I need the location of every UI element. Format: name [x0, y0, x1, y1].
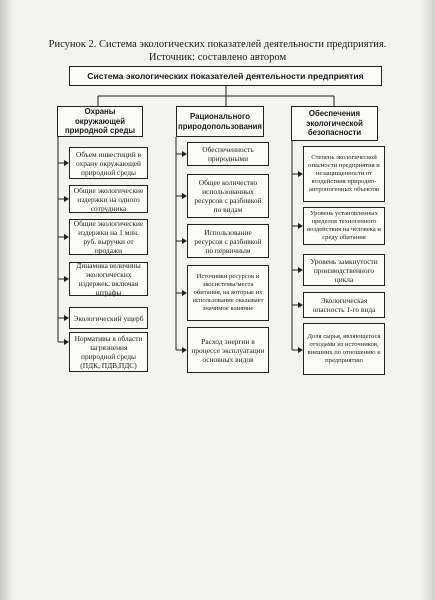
indicator-label: Доля сырья, являющегося отходами из источников, внешних по отношению к предприятию — [307, 333, 381, 364]
indicator-label: Уровень замкнутости производственного цикла — [310, 256, 378, 284]
indicator-box — [303, 254, 385, 286]
column-header-safety — [291, 106, 378, 141]
indicator-box — [69, 307, 148, 329]
root-label: Система экологических показателей деятельности предприятия — [87, 70, 364, 81]
indicator-label: Источники ресурсов и экосистемы/места обитания, на которые их использование оказывает значимое влияние — [192, 273, 264, 312]
indicator-box — [303, 146, 385, 202]
indicator-label: Обеспеченность природными — [202, 145, 254, 163]
indicator-box — [69, 262, 148, 296]
indicator-box — [69, 332, 148, 372]
indicator-box — [69, 147, 148, 179]
indicator-box — [303, 292, 385, 318]
indicator-box — [303, 323, 385, 375]
indicator-box — [69, 219, 148, 255]
indicator-label: Использование ресурсов с разбивкой по первичным — [194, 227, 262, 255]
indicator-box — [187, 142, 269, 166]
column-header-label: Охраны окружающей природной среды — [64, 107, 136, 136]
indicator-label: Уровень установленных пределов техногенного воздействия на человека и среду обитания — [307, 210, 381, 241]
indicator-label: Экологическая опасность 1-го вида — [312, 296, 376, 314]
indicator-label: Общее количество использованных ресурсов с разбивкой по видам — [194, 178, 262, 214]
indicator-label: Общие экологические издержки на одного сотрудника — [73, 185, 144, 213]
column-header-label: Рационального природопользования — [178, 112, 262, 131]
indicator-label: Степень экологической опасности предприятия и незащищенности от воздействия природно-антропогенных объектов — [308, 154, 380, 193]
indicator-label: Общие экологические издержки на 1 млн. руб. выручки от продажи — [73, 219, 144, 255]
column-header-rational-use — [176, 106, 264, 137]
indicator-label: Расход энергии в процессе эксплуатации основных видов — [191, 336, 265, 364]
indicator-box — [187, 265, 269, 321]
caption-line-1: Рисунок 2. Система экологических показателей деятельности предприятия. — [48, 39, 387, 50]
indicator-box — [187, 224, 269, 258]
indicator-box — [187, 327, 269, 373]
caption-line-2: Источник: составлено автором — [148, 52, 287, 63]
indicator-box — [187, 174, 269, 218]
indicator-label: Динамика величины экологических издержек, включая штрафы — [76, 261, 141, 297]
indicator-label: Нормативы в области загрязнения природной среды (ПДК, ПДВ,ПДС) — [74, 334, 143, 370]
indicator-box — [69, 185, 148, 213]
root-box — [69, 66, 382, 86]
column-header-label: Обеспечения экологической безопасности — [306, 109, 363, 138]
indicator-label: Объем инвестиций в охрану окружающей природной среды — [75, 149, 142, 177]
indicator-box — [303, 207, 385, 245]
indicator-label: Экологический ущерб — [73, 313, 144, 323]
column-header-environment-protection — [57, 106, 143, 137]
